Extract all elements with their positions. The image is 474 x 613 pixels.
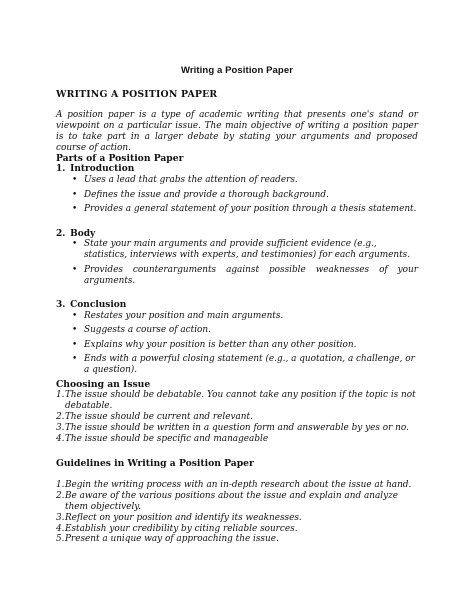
list-item-text: The issue should be current and relevant. xyxy=(65,412,253,423)
bullet-icon: • xyxy=(72,204,78,215)
list-item xyxy=(56,480,418,491)
section-title xyxy=(56,229,418,240)
item-number: 2. xyxy=(56,490,65,501)
item-number: 5. xyxy=(56,534,65,545)
list-item-text: The issue should be debatable. You cannot take any position if the topic is not debatable. xyxy=(65,390,416,412)
list-item xyxy=(56,434,418,445)
item-number: 4. xyxy=(56,523,65,534)
item-number: 1. xyxy=(56,390,65,401)
bullet-icon: • xyxy=(72,354,78,365)
item-number: 3. xyxy=(56,512,65,523)
bullet-icon: • xyxy=(72,239,78,250)
guidelines-list xyxy=(56,480,418,545)
list-item xyxy=(56,412,418,423)
section-number: 3. xyxy=(56,300,66,311)
section-title-text: Introduction xyxy=(70,164,135,175)
choosing-heading: Choosing an Issue xyxy=(56,378,151,390)
section-number: 2. xyxy=(56,228,66,239)
list-item xyxy=(56,534,418,545)
list-item-text: Reflect on your position and identify its weaknesses. xyxy=(65,512,302,523)
bullet-icon: • xyxy=(72,325,78,336)
list-item-text: Uses a lead that grabs the attention of readers. xyxy=(84,175,298,186)
list-item xyxy=(72,190,418,201)
item-number: 4. xyxy=(56,434,65,445)
bullet-list xyxy=(56,311,418,376)
list-item-text: The issue should be specific and manageable xyxy=(65,434,269,445)
list-item xyxy=(72,354,418,376)
list-item-text: Explains why your position is better than any other position. xyxy=(84,339,357,350)
item-number: 1. xyxy=(56,479,65,490)
section-conclusion xyxy=(56,300,418,376)
bullet-icon: • xyxy=(72,175,78,186)
list-item-text: Restates your position and main arguments. xyxy=(84,311,284,321)
list-item-text: Ends with a powerful closing statement (e.g., a quotation, a challenge, or a question). xyxy=(84,354,415,376)
list-item-text: Provides counterarguments against possible weaknesses of your arguments. xyxy=(84,264,418,286)
section-title-text: Body xyxy=(70,228,96,239)
list-item xyxy=(56,491,418,513)
list-item-text: State your main arguments and provide sufficient evidence (e.g., statistics, interviews with experts, and testimonies) for each arguments. xyxy=(84,239,411,261)
bullet-icon: • xyxy=(72,339,78,350)
item-number: 3. xyxy=(56,423,65,434)
item-number: 2. xyxy=(56,412,65,423)
list-item xyxy=(72,311,418,322)
parts-heading: Parts of a Position Paper xyxy=(56,152,184,164)
section-title-text: Conclusion xyxy=(70,300,127,311)
list-item-text: Begin the writing process with an in-depth research about the issue at hand. xyxy=(65,479,412,490)
list-item xyxy=(72,340,418,351)
intro-paragraph: A position paper is a type of academic writing that presents one's stand or viewpoint on a particular issue. The main objective of writing a position paper is to take part in a larger debate by stating your arguments and proposed course of action. xyxy=(56,109,418,153)
bullet-list xyxy=(56,239,418,286)
list-item-text: Suggests a course of action. xyxy=(84,325,211,336)
bullet-list xyxy=(56,175,418,215)
list-item xyxy=(72,239,418,261)
section-number: 1. xyxy=(56,164,66,175)
document-heading: WRITING A POSITION PAPER xyxy=(56,89,218,100)
list-item-text: Be aware of the various positions about the issue and explain and analyze them objectively. xyxy=(65,490,399,512)
list-item xyxy=(72,204,418,215)
list-item-text: Defines the issue and provide a thorough background. xyxy=(84,189,329,200)
list-item xyxy=(56,513,418,524)
list-item xyxy=(56,423,418,434)
list-item xyxy=(56,524,418,535)
guidelines-heading: Guidelines in Writing a Position Paper xyxy=(56,457,254,469)
list-item-text: Present a unique way of approaching the issue. xyxy=(65,534,279,545)
bullet-icon: • xyxy=(72,264,78,275)
list-item xyxy=(72,175,418,186)
document-body xyxy=(56,90,418,545)
list-item xyxy=(72,265,418,287)
bullet-icon: • xyxy=(72,189,78,200)
section-title xyxy=(56,300,418,311)
section-introduction xyxy=(56,164,418,215)
list-item xyxy=(72,325,418,336)
choosing-list xyxy=(56,390,418,445)
list-item-text: Provides a general statement of your position through a thesis statement. xyxy=(84,204,417,215)
section-title xyxy=(56,164,418,175)
list-item xyxy=(56,390,418,412)
list-item-text: Establish your credibility by citing reliable sources. xyxy=(65,523,298,534)
page-header-title: Writing a Position Paper xyxy=(180,65,294,76)
list-item-text: The issue should be written in a question form and answerable by yes or no. xyxy=(65,423,409,434)
section-body xyxy=(56,229,418,287)
bullet-icon: • xyxy=(72,311,78,321)
